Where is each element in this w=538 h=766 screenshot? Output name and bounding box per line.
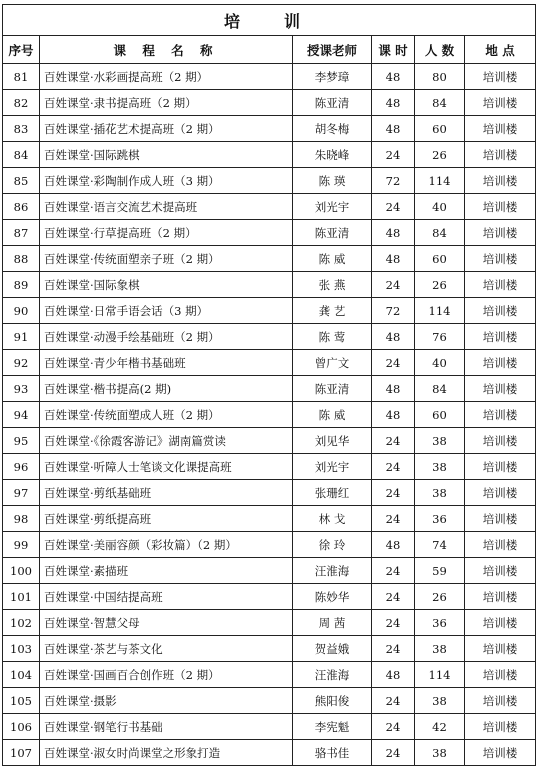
row-no: 83 bbox=[3, 116, 40, 142]
row-teacher: 陈 威 bbox=[293, 246, 372, 272]
row-place: 培训楼 bbox=[465, 116, 536, 142]
row-no: 107 bbox=[3, 740, 40, 766]
row-no: 103 bbox=[3, 636, 40, 662]
row-people: 114 bbox=[415, 298, 465, 324]
table-row bbox=[3, 714, 536, 740]
row-hours: 72 bbox=[372, 168, 415, 194]
table-row bbox=[3, 376, 536, 402]
row-no: 104 bbox=[3, 662, 40, 688]
row-no: 88 bbox=[3, 246, 40, 272]
row-place: 培训楼 bbox=[465, 90, 536, 116]
row-place: 培训楼 bbox=[465, 64, 536, 90]
table-row bbox=[3, 688, 536, 714]
row-hours: 48 bbox=[372, 402, 415, 428]
training-table-sheet bbox=[2, 4, 535, 766]
row-place: 培训楼 bbox=[465, 506, 536, 532]
row-people: 26 bbox=[415, 272, 465, 298]
row-hours: 24 bbox=[372, 558, 415, 584]
row-hours: 48 bbox=[372, 246, 415, 272]
row-teacher: 汪淮海 bbox=[293, 558, 372, 584]
row-people: 114 bbox=[415, 662, 465, 688]
row-course: 百姓课堂·素描班 bbox=[40, 558, 293, 584]
row-no: 94 bbox=[3, 402, 40, 428]
table-row bbox=[3, 584, 536, 610]
row-place: 培训楼 bbox=[465, 324, 536, 350]
row-people: 38 bbox=[415, 636, 465, 662]
row-no: 101 bbox=[3, 584, 40, 610]
row-course: 百姓课堂·美丽容颜（彩妆篇）（2 期） bbox=[40, 532, 293, 558]
row-no: 97 bbox=[3, 480, 40, 506]
row-hours: 24 bbox=[372, 142, 415, 168]
row-hours: 24 bbox=[372, 350, 415, 376]
row-teacher: 陈妙华 bbox=[293, 584, 372, 610]
row-teacher: 刘见华 bbox=[293, 428, 372, 454]
row-teacher: 龚 艺 bbox=[293, 298, 372, 324]
table-row bbox=[3, 142, 536, 168]
row-people: 38 bbox=[415, 428, 465, 454]
table-row bbox=[3, 480, 536, 506]
row-course: 百姓课堂·剪纸基础班 bbox=[40, 480, 293, 506]
row-teacher: 张 燕 bbox=[293, 272, 372, 298]
row-hours: 24 bbox=[372, 428, 415, 454]
row-hours: 24 bbox=[372, 194, 415, 220]
row-hours: 48 bbox=[372, 532, 415, 558]
row-teacher: 李宪魁 bbox=[293, 714, 372, 740]
header-people: 人 数 bbox=[415, 36, 465, 64]
table-row bbox=[3, 246, 536, 272]
row-people: 38 bbox=[415, 688, 465, 714]
row-no: 105 bbox=[3, 688, 40, 714]
row-course: 百姓课堂·剪纸提高班 bbox=[40, 506, 293, 532]
row-course: 百姓课堂·青少年楷书基础班 bbox=[40, 350, 293, 376]
row-no: 92 bbox=[3, 350, 40, 376]
row-place: 培训楼 bbox=[465, 350, 536, 376]
row-course: 百姓课堂·传统面塑亲子班（2 期） bbox=[40, 246, 293, 272]
row-hours: 24 bbox=[372, 506, 415, 532]
row-course: 百姓课堂·智慧父母 bbox=[40, 610, 293, 636]
row-teacher: 贺益娥 bbox=[293, 636, 372, 662]
row-no: 82 bbox=[3, 90, 40, 116]
row-place: 培训楼 bbox=[465, 584, 536, 610]
row-hours: 72 bbox=[372, 298, 415, 324]
row-place: 培训楼 bbox=[465, 246, 536, 272]
row-place: 培训楼 bbox=[465, 532, 536, 558]
row-hours: 24 bbox=[372, 714, 415, 740]
row-people: 60 bbox=[415, 402, 465, 428]
row-teacher: 刘光宇 bbox=[293, 194, 372, 220]
row-teacher: 陈亚清 bbox=[293, 376, 372, 402]
row-teacher: 刘光宇 bbox=[293, 454, 372, 480]
row-no: 81 bbox=[3, 64, 40, 90]
row-place: 培训楼 bbox=[465, 610, 536, 636]
row-no: 98 bbox=[3, 506, 40, 532]
row-place: 培训楼 bbox=[465, 636, 536, 662]
row-no: 99 bbox=[3, 532, 40, 558]
row-place: 培训楼 bbox=[465, 740, 536, 766]
row-course: 百姓课堂·插花艺术提高班（2 期） bbox=[40, 116, 293, 142]
row-hours: 24 bbox=[372, 454, 415, 480]
row-teacher: 陈亚清 bbox=[293, 220, 372, 246]
row-teacher: 李梦璋 bbox=[293, 64, 372, 90]
row-no: 89 bbox=[3, 272, 40, 298]
row-people: 84 bbox=[415, 376, 465, 402]
row-place: 培训楼 bbox=[465, 402, 536, 428]
row-course: 百姓课堂·国画百合创作班（2 期） bbox=[40, 662, 293, 688]
training-table bbox=[2, 4, 536, 766]
table-body bbox=[3, 64, 536, 766]
table-title-row bbox=[3, 5, 536, 36]
row-teacher: 朱晓峰 bbox=[293, 142, 372, 168]
row-course: 百姓课堂·彩陶制作成人班（3 期） bbox=[40, 168, 293, 194]
row-no: 87 bbox=[3, 220, 40, 246]
row-no: 102 bbox=[3, 610, 40, 636]
table-row bbox=[3, 636, 536, 662]
row-no: 86 bbox=[3, 194, 40, 220]
row-teacher: 汪淮海 bbox=[293, 662, 372, 688]
row-teacher: 骆书佳 bbox=[293, 740, 372, 766]
row-people: 84 bbox=[415, 90, 465, 116]
row-people: 40 bbox=[415, 194, 465, 220]
row-no: 95 bbox=[3, 428, 40, 454]
row-hours: 48 bbox=[372, 376, 415, 402]
row-people: 40 bbox=[415, 350, 465, 376]
row-hours: 48 bbox=[372, 324, 415, 350]
row-course: 百姓课堂·国际跳棋 bbox=[40, 142, 293, 168]
row-place: 培训楼 bbox=[465, 272, 536, 298]
row-people: 38 bbox=[415, 740, 465, 766]
row-people: 59 bbox=[415, 558, 465, 584]
header-hours: 课 时 bbox=[372, 36, 415, 64]
table-row bbox=[3, 64, 536, 90]
table-row bbox=[3, 116, 536, 142]
row-course: 百姓课堂·隶书提高班（2 期） bbox=[40, 90, 293, 116]
row-course: 百姓课堂·听障人士笔谈文化课提高班 bbox=[40, 454, 293, 480]
row-no: 96 bbox=[3, 454, 40, 480]
row-people: 26 bbox=[415, 142, 465, 168]
row-no: 91 bbox=[3, 324, 40, 350]
table-row bbox=[3, 402, 536, 428]
row-course: 百姓课堂·钢笔行书基础 bbox=[40, 714, 293, 740]
row-hours: 24 bbox=[372, 740, 415, 766]
row-teacher: 徐 玲 bbox=[293, 532, 372, 558]
row-hours: 24 bbox=[372, 610, 415, 636]
row-hours: 48 bbox=[372, 90, 415, 116]
row-place: 培训楼 bbox=[465, 454, 536, 480]
table-row bbox=[3, 90, 536, 116]
row-teacher: 熊阳俊 bbox=[293, 688, 372, 714]
row-people: 26 bbox=[415, 584, 465, 610]
row-hours: 24 bbox=[372, 480, 415, 506]
row-place: 培训楼 bbox=[465, 714, 536, 740]
row-teacher: 陈亚清 bbox=[293, 90, 372, 116]
row-people: 84 bbox=[415, 220, 465, 246]
row-people: 38 bbox=[415, 454, 465, 480]
row-course: 百姓课堂·中国结提高班 bbox=[40, 584, 293, 610]
row-course: 百姓课堂·传统面塑成人班（2 期） bbox=[40, 402, 293, 428]
row-place: 培训楼 bbox=[465, 558, 536, 584]
row-course: 百姓课堂·茶艺与茶文化 bbox=[40, 636, 293, 662]
row-people: 36 bbox=[415, 506, 465, 532]
table-row bbox=[3, 194, 536, 220]
row-hours: 48 bbox=[372, 116, 415, 142]
row-place: 培训楼 bbox=[465, 194, 536, 220]
row-hours: 48 bbox=[372, 64, 415, 90]
row-no: 100 bbox=[3, 558, 40, 584]
row-people: 76 bbox=[415, 324, 465, 350]
table-row bbox=[3, 350, 536, 376]
row-place: 培训楼 bbox=[465, 298, 536, 324]
row-place: 培训楼 bbox=[465, 688, 536, 714]
row-teacher: 陈 威 bbox=[293, 402, 372, 428]
row-no: 85 bbox=[3, 168, 40, 194]
row-course: 百姓课堂·动漫手绘基础班（2 期） bbox=[40, 324, 293, 350]
row-course: 百姓课堂·淑女时尚课堂之形象打造 bbox=[40, 740, 293, 766]
table-row bbox=[3, 220, 536, 246]
table-row bbox=[3, 298, 536, 324]
row-teacher: 曾广文 bbox=[293, 350, 372, 376]
row-teacher: 周 茜 bbox=[293, 610, 372, 636]
row-course: 百姓课堂·日常手语会话（3 期） bbox=[40, 298, 293, 324]
row-people: 114 bbox=[415, 168, 465, 194]
row-course: 百姓课堂·国际象棋 bbox=[40, 272, 293, 298]
row-teacher: 林 戈 bbox=[293, 506, 372, 532]
table-row bbox=[3, 506, 536, 532]
row-people: 80 bbox=[415, 64, 465, 90]
row-place: 培训楼 bbox=[465, 662, 536, 688]
row-hours: 48 bbox=[372, 662, 415, 688]
table-row bbox=[3, 610, 536, 636]
row-course: 百姓课堂·《徐霞客游记》湖南篇赏读 bbox=[40, 428, 293, 454]
row-place: 培训楼 bbox=[465, 168, 536, 194]
row-hours: 24 bbox=[372, 584, 415, 610]
row-no: 93 bbox=[3, 376, 40, 402]
row-no: 84 bbox=[3, 142, 40, 168]
row-hours: 24 bbox=[372, 636, 415, 662]
row-course: 百姓课堂·语言交流艺术提高班 bbox=[40, 194, 293, 220]
row-teacher: 张珊红 bbox=[293, 480, 372, 506]
row-place: 培训楼 bbox=[465, 480, 536, 506]
table-row bbox=[3, 558, 536, 584]
row-course: 百姓课堂·摄影 bbox=[40, 688, 293, 714]
header-course: 课 程 名 称 bbox=[40, 36, 293, 64]
row-teacher: 胡冬梅 bbox=[293, 116, 372, 142]
row-teacher: 陈 瑛 bbox=[293, 168, 372, 194]
row-place: 培训楼 bbox=[465, 220, 536, 246]
table-row bbox=[3, 454, 536, 480]
row-people: 42 bbox=[415, 714, 465, 740]
table-header-row bbox=[3, 36, 536, 64]
row-people: 60 bbox=[415, 246, 465, 272]
row-course: 百姓课堂·行草提高班（2 期） bbox=[40, 220, 293, 246]
table-row bbox=[3, 324, 536, 350]
row-course: 百姓课堂·楷书提高(2 期) bbox=[40, 376, 293, 402]
row-no: 90 bbox=[3, 298, 40, 324]
header-place: 地 点 bbox=[465, 36, 536, 64]
row-people: 36 bbox=[415, 610, 465, 636]
row-course: 百姓课堂·水彩画提高班（2 期） bbox=[40, 64, 293, 90]
table-title: 培 训 bbox=[3, 5, 536, 36]
row-place: 培训楼 bbox=[465, 142, 536, 168]
row-hours: 24 bbox=[372, 272, 415, 298]
header-no: 序号 bbox=[3, 36, 40, 64]
table-row bbox=[3, 168, 536, 194]
table-row bbox=[3, 532, 536, 558]
row-teacher: 陈 莺 bbox=[293, 324, 372, 350]
row-hours: 24 bbox=[372, 688, 415, 714]
row-place: 培训楼 bbox=[465, 428, 536, 454]
row-people: 38 bbox=[415, 480, 465, 506]
table-row bbox=[3, 428, 536, 454]
row-hours: 48 bbox=[372, 220, 415, 246]
row-no: 106 bbox=[3, 714, 40, 740]
row-people: 74 bbox=[415, 532, 465, 558]
header-teacher: 授课老师 bbox=[293, 36, 372, 64]
table-row bbox=[3, 662, 536, 688]
row-place: 培训楼 bbox=[465, 376, 536, 402]
row-people: 60 bbox=[415, 116, 465, 142]
table-row bbox=[3, 272, 536, 298]
